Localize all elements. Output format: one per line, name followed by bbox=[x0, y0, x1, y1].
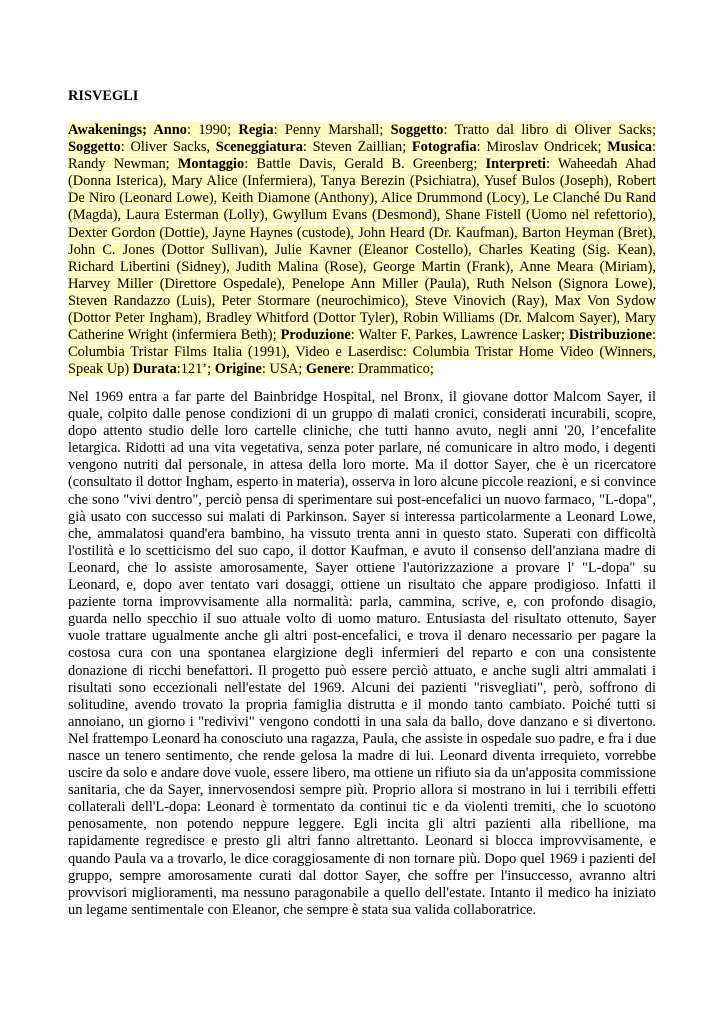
credit-label: Musica bbox=[607, 139, 652, 156]
credit-value: : Miroslav Ondricek; bbox=[476, 139, 608, 156]
credit-value: :121’; bbox=[176, 361, 215, 378]
credit-label: Interpreti bbox=[485, 156, 546, 173]
credit-value: : 1990; bbox=[187, 122, 239, 138]
credit-label: Awakenings; Anno bbox=[68, 122, 188, 138]
credit-label: Regia bbox=[238, 122, 274, 138]
credit-label: Produzione bbox=[280, 327, 351, 344]
credit-value: : Penny Marshall; bbox=[273, 122, 391, 138]
credit-label: Genere bbox=[305, 361, 351, 378]
credit-label: Montaggio bbox=[177, 156, 245, 173]
credit-label: Origine bbox=[214, 361, 262, 378]
credit-value: : Randy Newman; bbox=[68, 139, 656, 173]
credit-label: Soggetto bbox=[390, 122, 444, 138]
credit-label: Sceneggiatura bbox=[215, 139, 303, 156]
page-title: RISVEGLI bbox=[68, 88, 139, 104]
credit-value: : Oliver Sacks, bbox=[120, 139, 216, 156]
credit-value: : Battle Davis, Gerald B. Greenberg; bbox=[244, 156, 486, 173]
credit-label: Distribuzione bbox=[568, 327, 652, 344]
credit-label: Fotografia bbox=[411, 139, 477, 156]
credits-block bbox=[68, 122, 656, 378]
credit-value: : USA; bbox=[261, 361, 306, 378]
credit-value: : Walter F. Parkes, Lawrence Lasker; bbox=[350, 327, 569, 344]
credits-highlight bbox=[68, 122, 656, 377]
credit-value: : Tratto dal libro di Oliver Sacks; bbox=[443, 122, 656, 138]
credit-value: : Drammatico; bbox=[350, 361, 434, 378]
synopsis-paragraph: Nel 1969 entra a far parte del Bainbridge Hospital, nel Bronx, il giovane dottor Malcom Sayer, il quale, colpito dalle penose condizioni di un gruppo di malati cronici, considerati incurabili, scopre, dopo attento studio delle loro cartelle cliniche, che tutti hanno avuto, negli anni '20, l’encefalite letargica. Ridotti ad una vita vegetativa, senza poter parlare, né comunicare in altro modo, i degenti vengono nutriti dal personale, in attesa della loro morte. Ma il dottor Sayer, che è un ricercatore (consultato il dottor Ingham, esperto in materia), osserva in loro alcune piccole reazioni, e si convince che sono "vivi dentro", perciò pensa di sperimentare sui post-encefalici un nuovo farmaco, "L-dopa", già usato con successo sui malati di Parkinson. Sayer si interessa particolarmente a Leonard Lowe, che, ammalatosi quand'era bambino, ha vissuto trenta anni in questo stato. Superati con difficoltà l'ostilità e lo scetticismo del suo capo, il dottor Kaufman, e avuto il consenso dell'anziana madre di Leonard, che lo assiste amorosamente, Sayer ottiene l'autorizzazione a provare l' "L-dopa" su Leonard, e, dopo aver tentato vari dosaggi, ottiene un risultato che appare prodigioso. Infatti il paziente torna improvvisamente alla normalità: parla, cammina, scrive, e, con profondo disagio, guarda nello specchio il suo attuale volto di uomo maturo. Entusiasta del risultato ottenuto, Sayer vuole trattare ugualmente anche gli altri post-encefalici, e trova il denaro necessario per pagare la costosa cura con una spontanea elargizione degli infermieri del reparto e con una consistente donazione di ricchi benefattori. Il progetto può essere perciò attuato, e anche sugli altri ammalati i risultati sono eccezionali nell'estate del 1969. Alcuni dei pazienti "risvegliati", però, soffrono di solitudine, avendo trovato la propria famiglia distrutta e il mondo tanto cambiato. Poiché tutti si annoiano, un giorno i "redivivi" vengono condotti in una sala da ballo, dove danzano e si divertono. Nel frattempo Leonard ha conosciuto una ragazza, Paula, che assiste in ospedale suo padre, e fra i due nasce un tenero sentimento, che rende gelosa la madre di lui. Leonard diventa irrequieto, vorrebbe uscire da solo e andare dove vuole, essere libero, ma ottiene un rifiuto sia da un'apposita commissione sanitaria, che da Sayer, innervosendosi sempre più. Proprio allora si mostrano in lui i terribili effetti collaterali dell'L-dopa: Leonard è tormentato da continui tic e da violenti tremiti, che lo scuotono penosamente, non potendo neppure leggere. Egli incita gli altri pazienti alla ribellione, ma rapidamente regredisce e presto gli altri fanno altrettanto. Leonard si blocca improvvisamente, e quando Paula va a trovarlo, le dice coraggiosamente di non tornare più. Dopo quel 1969 i pazienti del gruppo, sempre amorosamente curati dal dottor Sayer, che soffre per l'insuccesso, avranno altri provvisori miglioramenti, ma nessuno paragonabile a quello dell'estate. Intanto il medico ha iniziato un legame sentimentale con Eleanor, che sempre è stata sua valida collaboratrice. bbox=[68, 389, 656, 918]
credit-value: : Steven Zaillian; bbox=[302, 139, 412, 156]
credit-value: : Columbia Tristar Films Italia (1991), Video e Laserdisc: Columbia Tristar Home Video (Winners, Speak Up) bbox=[68, 327, 656, 378]
credit-value: : Waheedah Ahad (Donna Isterica), Mary Alice (Infermiera), Tanya Berezin (Psichiatra), Yusef Bulos (Joseph), Robert De Niro (Leonard Lowe), Keith Diamone (Anthony), Alice Drummond (Locy), Le Clanché Du Rand (Magda), Laura Esterman (Lolly), Gwyllum Evans (Desmond), Shane Fistell (Uomo nel refettorio), Dexter Gordon (Dottie), Jayne Haynes (custode), John Heard (Dr. Kaufman), Barton Heyman (Bret), John C. Jones (Dottor Sullivan), Julie Kavner (Eleanor Costello), Charles Keating (Sig. Kean), Richard Libertini (Sidney), Judith Malina (Rose), George Martin (Frank), Anne Meara (Miriam), Harvey Miller (Direttore Ospedale), Penelope Ann Miller (Paula), Ruth Nelson (Signora Lowe), Steven Randazzo (Luis), Peter Stormare (neurochimico), Steve Vinovich (Ray), Max Von Sydow (Dottor Peter Ingham), Bradley Whitford (Dottor Tyler), Robin Williams (Dr. Malcom Sayer), Mary Catherine Wright (infermiera Beth); bbox=[68, 156, 656, 344]
credit-label: Durata bbox=[132, 361, 177, 378]
credit-label: Soggetto bbox=[68, 139, 121, 156]
